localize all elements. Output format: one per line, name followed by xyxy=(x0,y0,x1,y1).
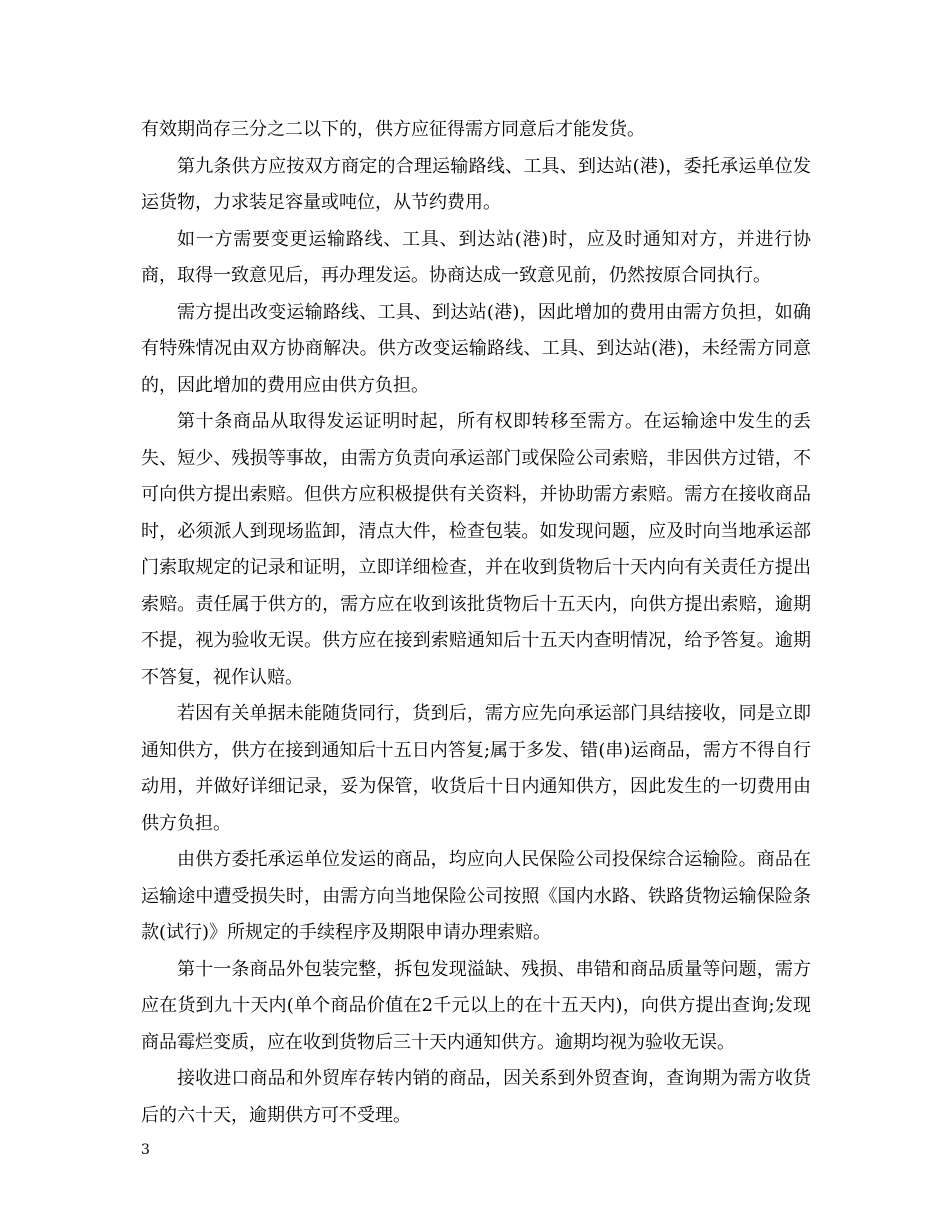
page-number: 3 xyxy=(141,1142,150,1158)
paragraph: 有效期尚存三分之二以下的，供方应征得需方同意后才能发货。 xyxy=(141,119,645,140)
paragraph: 若因有关单据未能随货同行，货到后，需方应先向承运部门具结接收，同是立即通知供方，供方在接到通知后十五日内答复;属于多发、错(串)运商品，需方不得自行动用，并做好详细记录，妥为保管，收货后十日内通知供方，因此发生的一切费用由供方负担。 xyxy=(141,703,811,834)
paragraph: 如一方需要变更运输路线、工具、到达站(港)时，应及时通知对方，并进行协商，取得一致意见后，再办理发运。协商达成一致意见前，仍然按原合同执行。 xyxy=(141,228,811,286)
document-body xyxy=(141,112,811,1134)
paragraph: 接收进口商品和外贸库存转内销的商品，因关系到外贸查询，查询期为需方收货后的六十天，逾期供方可不受理。 xyxy=(141,1068,811,1126)
paragraph: 第十一条商品外包装完整，拆包发现溢缺、残损、串错和商品质量等问题，需方应在货到九十天内(单个商品价值在2千元以上的在十五天内)，向供方提出查询;发现商品霉烂变质，应在收到货物后三十天内通知供方。逾期均视为验收无误。 xyxy=(141,958,811,1053)
paragraph: 第十条商品从取得发运证明时起，所有权即转移至需方。在运输途中发生的丢失、短少、残损等事故，由需方负责向承运部门或保险公司索赔，非因供方过错，不可向供方提出索赔。但供方应积极提供有关资料，并协助需方索赔。需方在接收商品时，必须派人到现场监卸，清点大件，检查包装。如发现问题，应及时向当地承运部门索取规定的记录和证明，立即详细检查，并在收到货物后十天内向有关责任方提出索赔。责任属于供方的，需方应在收到该批货物后十五天内，向供方提出索赔，逾期不提，视为验收无误。供方应在接到索赔通知后十五天内查明情况，给予答复。逾期不答复，视作认赔。 xyxy=(141,411,811,688)
paragraph: 需方提出改变运输路线、工具、到达站(港)，因此增加的费用由需方负担，如确有特殊情况由双方协商解决。供方改变运输路线、工具、到达站(港)，未经需方同意的，因此增加的费用应由供方负担。 xyxy=(141,301,811,396)
paragraph: 由供方委托承运单位发运的商品，均应向人民保险公司投保综合运输险。商品在运输途中遭受损失时，由需方向当地保险公司按照《国内水路、铁路货物运输保险条款(试行)》所规定的手续程序及期限申请办理索赔。 xyxy=(141,849,811,943)
paragraph: 第九条供方应按双方商定的合理运输路线、工具、到达站(港)，委托承运单位发运货物，力求装足容量或吨位，从节约费用。 xyxy=(141,155,811,213)
